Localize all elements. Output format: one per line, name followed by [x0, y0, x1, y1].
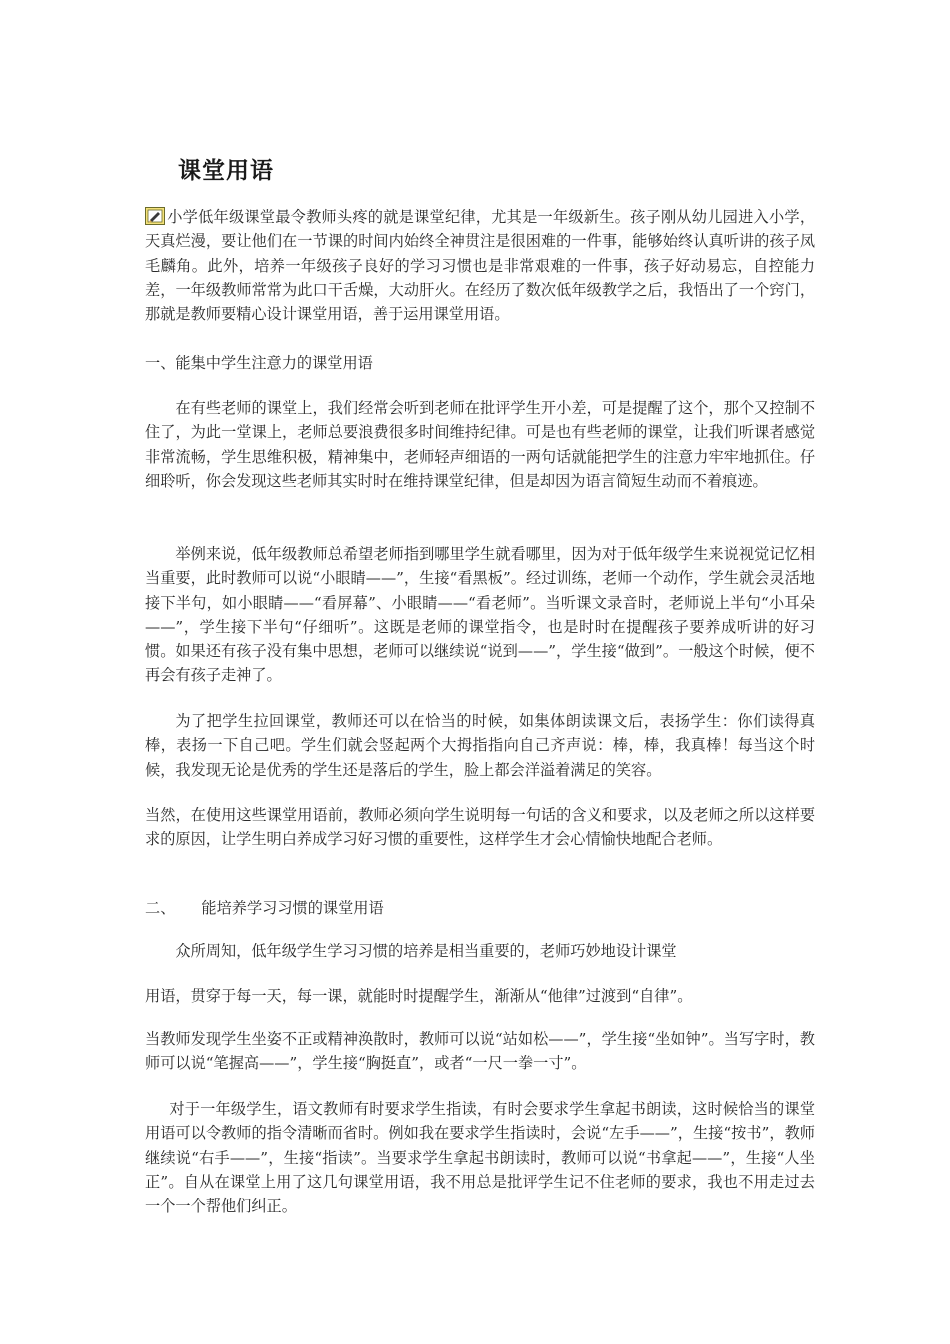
pencil-note-icon: [145, 207, 165, 225]
section-2-paragraph-1a: 众所周知，低年级学生学习习惯的培养是相当重要的，老师巧妙地设计课堂: [175, 942, 677, 960]
section-2-paragraph-3: 对于一年级学生，语文教师有时要求学生指读，有时会要求学生拿起书朗读，这时候恰当的课堂用语可以令教师的指令清晰而省时。例如我在要求学生指读时，会说“左手——”，生接“按书”，教师继续说“右手——”，生接“指读”。当要求学生拿起书朗读时，教师可以说“书拿起——”，生接“人坐正”。自从在课堂上用了这几句课堂用语，我不用总是批评学生记不住老师的要求，我也不用走过去一个一个帮他们纠正。: [145, 1100, 815, 1216]
intro-text: 小学低年级课堂最令教师头疼的就是课堂纪律，尤其是一年级新生。孩子刚从幼儿园进入小学，天真烂漫，要让他们在一节课的时间内始终全神贯注是很困难的一件事，能够始终认真听讲的孩子凤毛麟角。此外，培养一年级孩子良好的学习习惯也是非常艰难的一件事，孩子好动易忘，自控能力差，一年级教师常常为此口干舌燥，大动肝火。在经历了数次低年级教学之后，我悟出了一个窍门，那就是教师要精心设计课堂用语，善于运用课堂用语。: [145, 208, 815, 324]
document-title: 课堂用语: [178, 158, 274, 184]
section-1-paragraph-4: 当然，在使用这些课堂用语前，教师必须向学生说明每一句话的含义和要求，以及老师之所以这样要求的原因，让学生明白养成学习好习惯的重要性，这样学生才会心情愉快地配合老师。: [145, 806, 815, 849]
section-1-paragraph-3: 为了把学生拉回课堂，教师还可以在恰当的时候，如集体朗读课文后，表扬学生：你们读得真棒，表扬一下自己吧。学生们就会竖起两个大拇指指向自己齐声说：棒，棒，我真棒！每当这个时候，我发现无论是优秀的学生还是落后的学生，脸上都会洋溢着满足的笑容。: [145, 712, 815, 779]
section-2-paragraph-2: 当教师发现学生坐姿不正或精神涣散时，教师可以说“站如松——”，学生接“坐如钟”。当写字时，教师可以说“笔握高——”，学生接“胸挺直”，或者“一尺一拳一寸”。: [145, 1030, 815, 1073]
section-1-paragraph-1: 在有些老师的课堂上，我们经常会听到老师在批评学生开小差，可是提醒了这个，那个又控制不住了，为此一堂课上，老师总要浪费很多时间维持纪律。可是也有些老师的课堂，让我们听课者感觉非常流畅，学生思维积极，精神集中，老师轻声细语的一两句话就能把学生的注意力牢牢地抓住。仔细聆听，你会发现这些老师其实时时在维持课堂纪律，但是却因为语言简短生动而不着痕迹。: [145, 399, 815, 490]
section-2-heading-text: 能培养学习习惯的课堂用语: [201, 899, 384, 917]
section-1-heading: 一、能集中学生注意力的课堂用语: [145, 354, 373, 372]
section-2-heading: [145, 896, 815, 920]
section-2-number: 二、: [145, 899, 176, 917]
section-1-paragraph-2: 举例来说，低年级教师总希望老师指到哪里学生就看哪里，因为对于低年级学生来说视觉记忆相当重要，此时教师可以说“小眼睛——”，生接“看黑板”。经过训练，老师一个动作，学生就会灵活地接下半句，如小眼睛——“看屏幕”、小眼睛——“看老师”。当听课文录音时，老师说上半句“小耳朵——”，学生接下半句“仔细听”。这既是老师的课堂指令，也是时时在提醒孩子要养成听讲的好习惯。如果还有孩子没有集中思想，老师可以继续说“说到——”，学生接“做到”。一般这个时候，便不再会有孩子走神了。: [145, 545, 815, 685]
section-2-paragraph-1b: 用语，贯穿于每一天，每一课，就能时时提醒学生，渐渐从“他律”过渡到“自律”。: [145, 987, 693, 1005]
intro-paragraph: [145, 205, 815, 326]
